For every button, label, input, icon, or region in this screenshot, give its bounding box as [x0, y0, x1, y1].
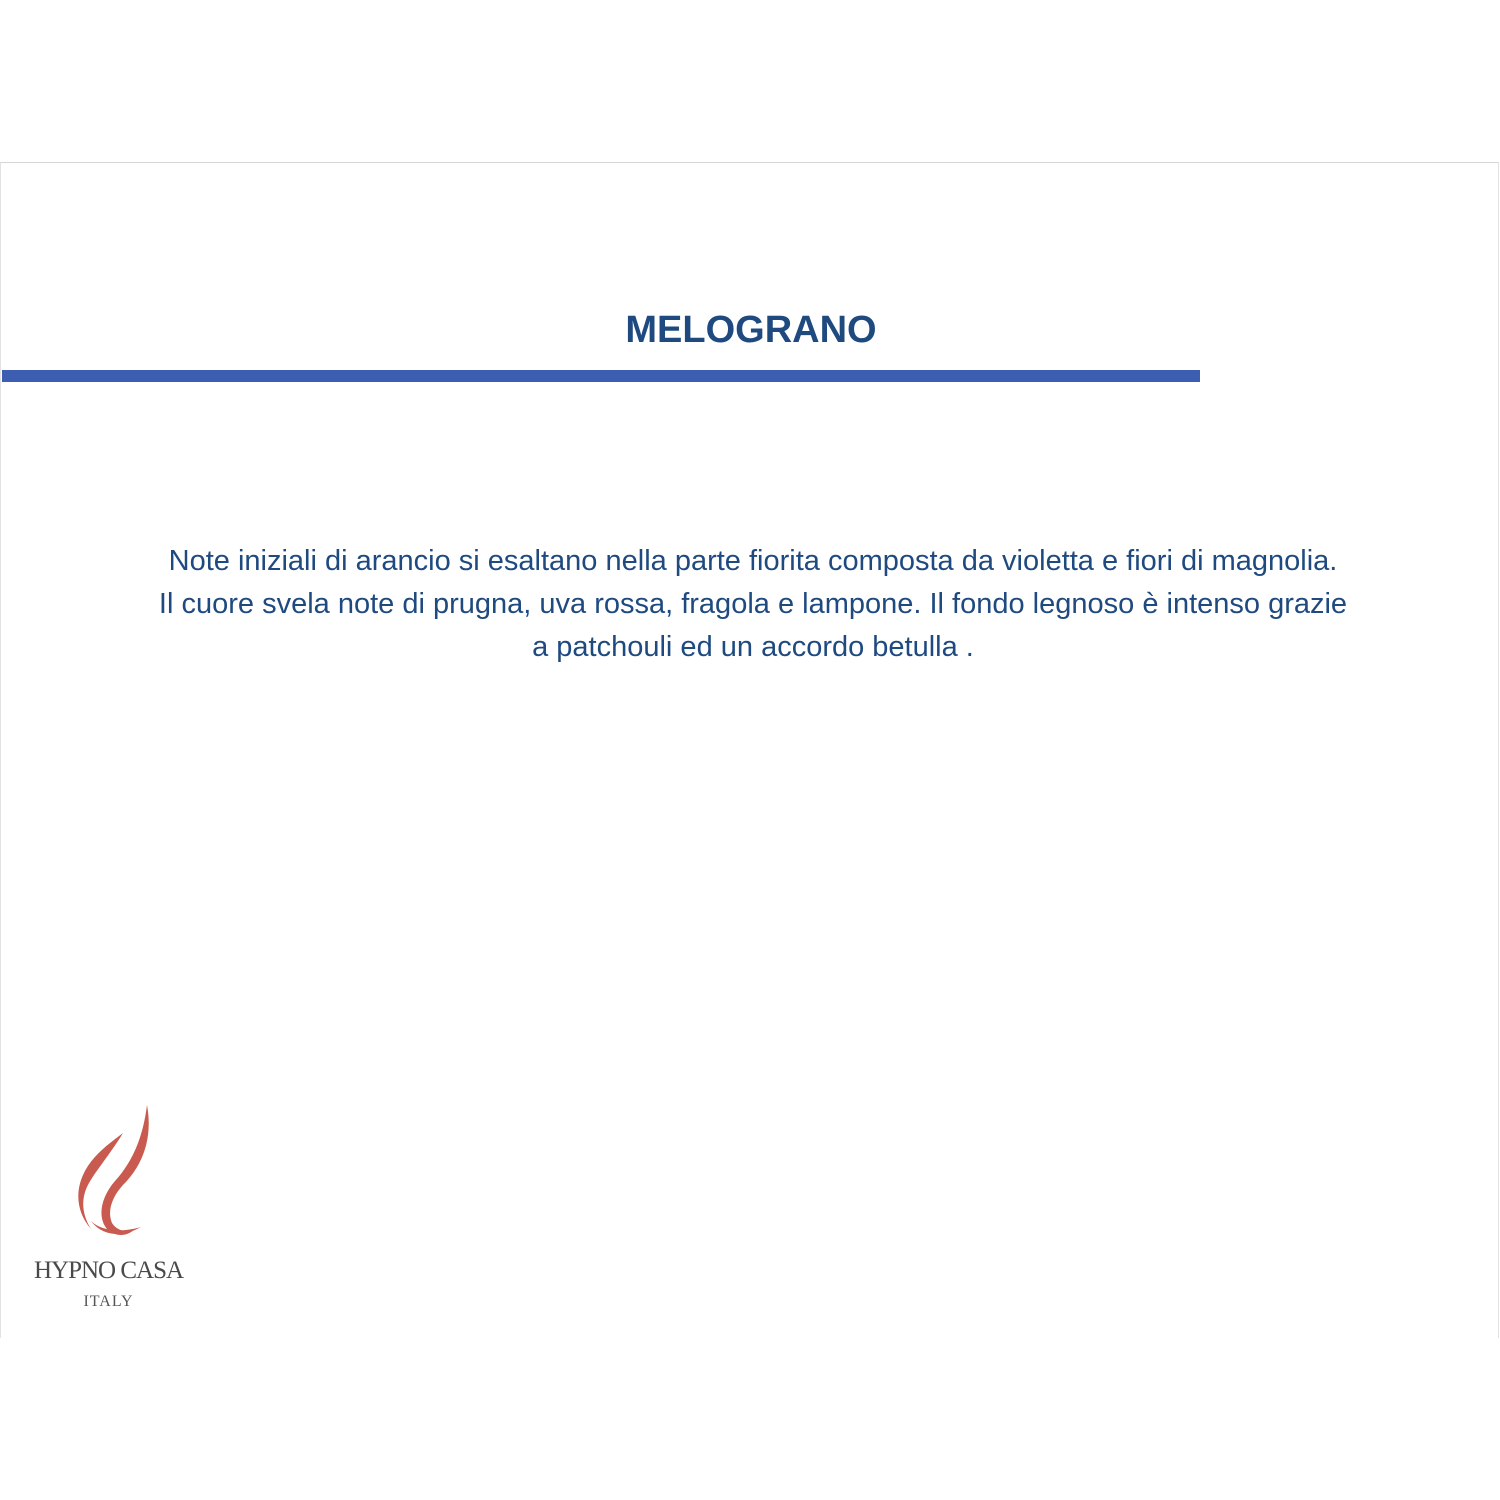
brand-country: ITALY	[83, 1293, 134, 1310]
brand-name: HYPNO CASA	[33, 1257, 184, 1284]
title-underline	[2, 370, 1200, 382]
slide	[0, 162, 1499, 1338]
slide-title: MELOGRANO	[625, 309, 877, 351]
description-line-1: Note iniziali di arancio si esaltano nella parte fiorita composta da violetta e fiori di magnolia.	[168, 545, 1338, 577]
brand-logo	[21, 1103, 196, 1318]
description-line-3: a patchouli ed un accordo betulla .	[532, 631, 974, 663]
description-line-2: Il cuore svela note di prugna, uva rossa, fragola e lampone. Il fondo legnoso è intenso grazie	[158, 588, 1348, 620]
fragrance-description	[41, 540, 1465, 669]
flame-logo-icon	[57, 1103, 157, 1243]
